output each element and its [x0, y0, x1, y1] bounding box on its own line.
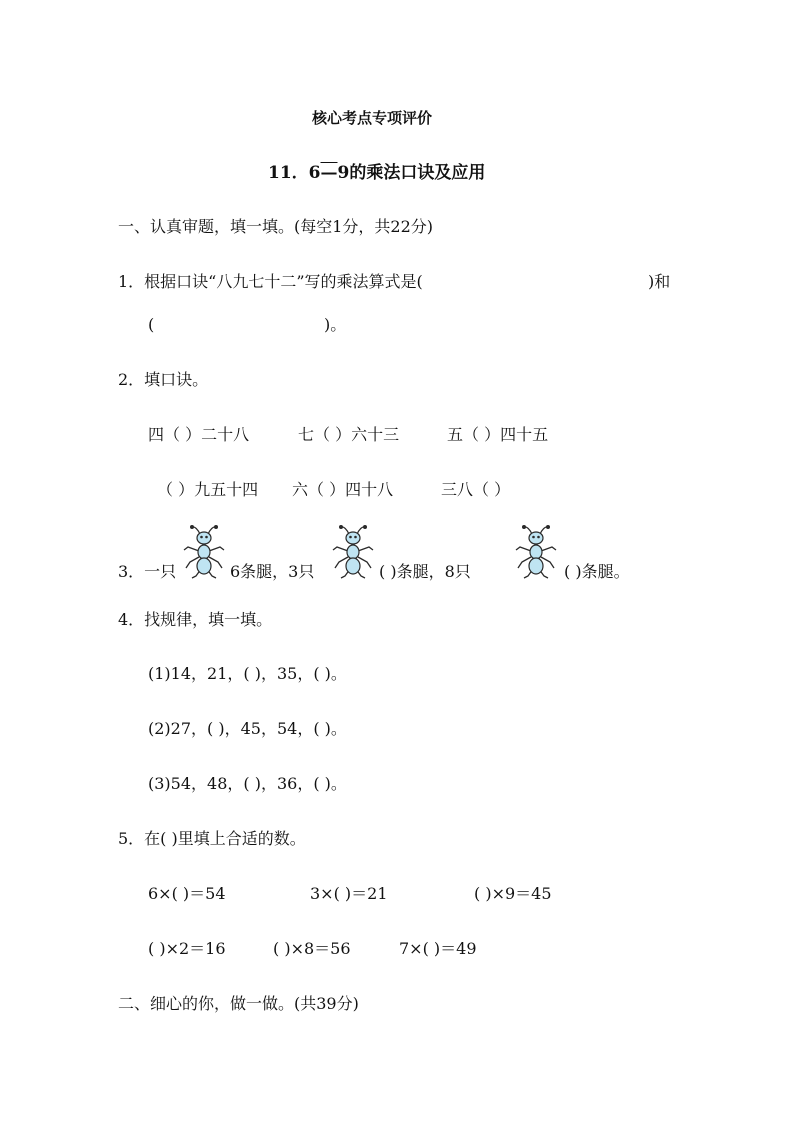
- q5-equation: ( )×8＝56: [273, 939, 351, 958]
- page-title: 核心考点专项评价: [312, 109, 433, 127]
- ant-icon: [182, 524, 226, 580]
- q2-item: 七（ ）六十三: [298, 425, 400, 444]
- q1-answer-close-1: )和: [648, 272, 671, 291]
- q5-heading: 5．在( )里填上合适的数。: [118, 829, 306, 848]
- q5-equation: 6×( )＝54: [148, 884, 226, 903]
- subtitle-dash: —: [320, 163, 338, 183]
- q3-text-3: ( )条腿，8只: [379, 562, 471, 581]
- subtitle-suffix: 9的乘法口诀及应用: [337, 163, 486, 183]
- section2-heading: 二、细心的你，做一做。(共39分): [118, 994, 359, 1013]
- ant-icon: [331, 524, 375, 580]
- q2-item: 六（ ）四十八: [292, 480, 394, 499]
- q4-row: (2)27，( )，45，54，( )。: [148, 719, 347, 738]
- q1-answer-close-2: )。: [324, 315, 347, 334]
- q2-item: 四（ ）二十八: [148, 425, 250, 444]
- q2-item: （ ）九五十四: [157, 480, 259, 499]
- q5-equation: 3×( )＝21: [310, 884, 388, 903]
- q2-heading: 2．填口诀。: [118, 370, 209, 389]
- q4-row: (1)14，21，( )，35，( )。: [148, 664, 347, 683]
- q5-equation: 7×( )＝49: [399, 939, 477, 958]
- subtitle-prefix: 11．6: [268, 163, 321, 183]
- q3-text-2: 6条腿，3只: [230, 562, 315, 581]
- ant-icon: [514, 524, 558, 580]
- q4-heading: 4．找规律，填一填。: [118, 610, 273, 629]
- q2-item: 三八（ ）: [441, 480, 511, 499]
- q3-text-1: 3．一只: [118, 562, 177, 581]
- q2-item: 五（ ）四十五: [447, 425, 549, 444]
- q4-row: (3)54，48，( )，36，( )。: [148, 774, 347, 793]
- q3-text-4: ( )条腿。: [564, 562, 630, 581]
- section1-heading: 一、认真审题，填一填。(每空1分，共22分): [118, 217, 434, 236]
- q1-text: 1．根据口诀“八九七十二”写的乘法算式是(: [118, 272, 423, 291]
- q5-equation: ( )×9＝45: [474, 884, 552, 903]
- page-subtitle: [268, 165, 485, 182]
- q1-answer-open-2: (: [148, 315, 155, 334]
- q5-equation: ( )×2＝16: [148, 939, 226, 958]
